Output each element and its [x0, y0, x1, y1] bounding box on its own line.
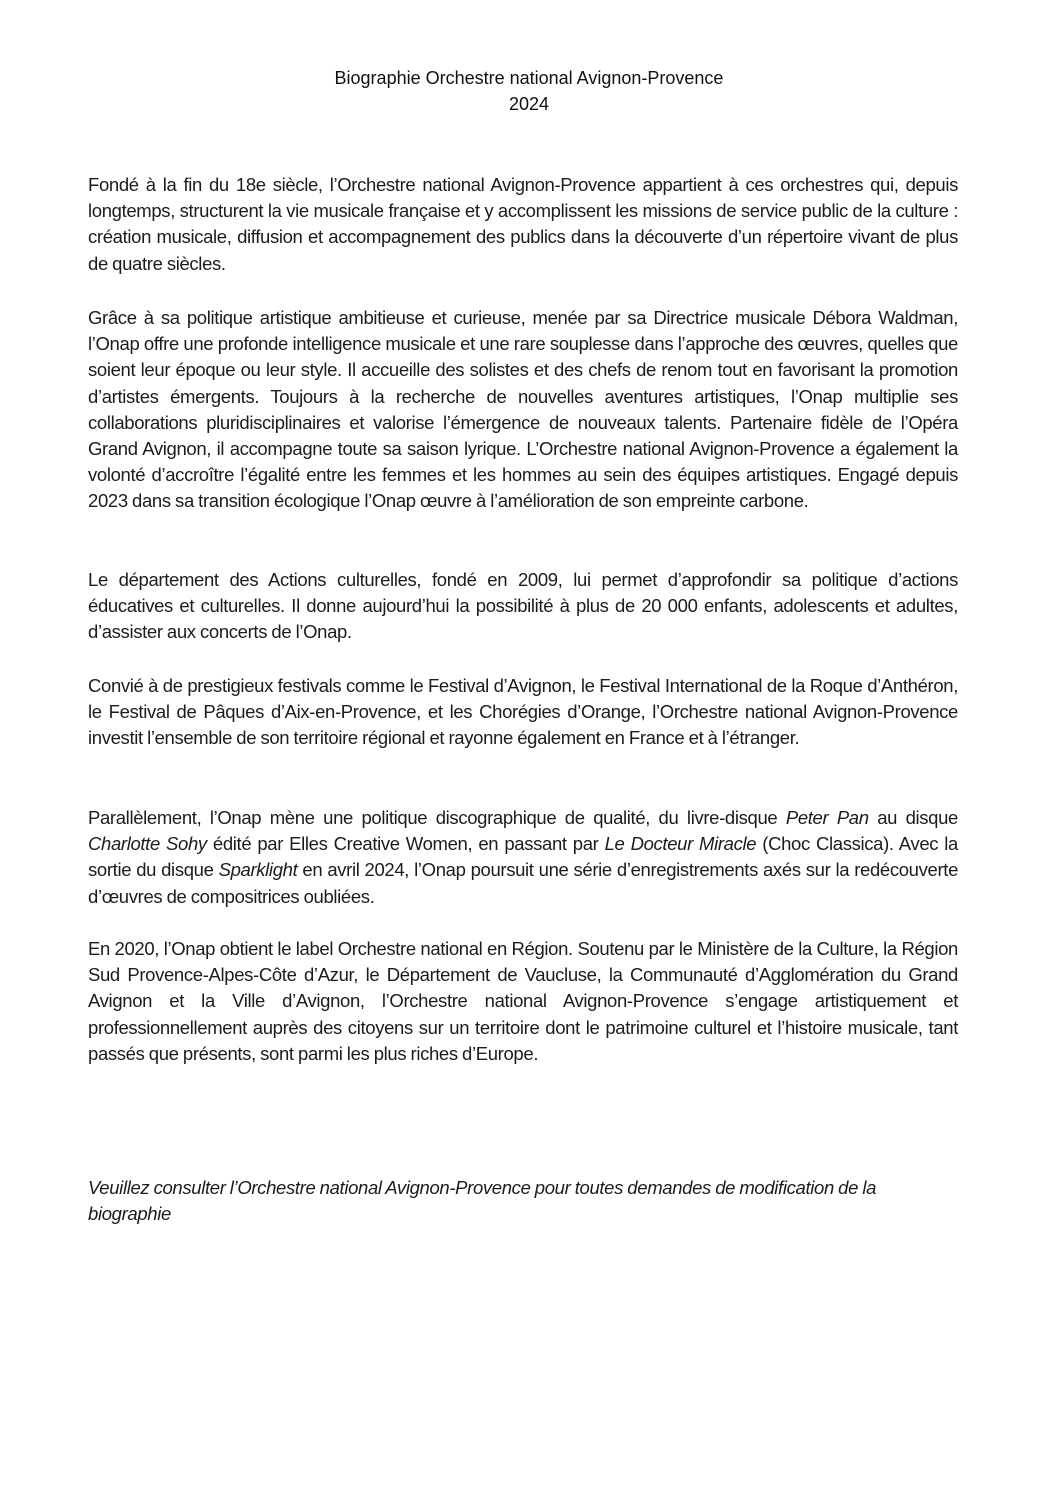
paragraph-text: En 2020, l’Onap obtient le label Orchestre national en Région. Soutenu par le Ministère de la Culture, la Région Sud Provence-Alpes-Côte d’Azur, le Département de Vaucluse, la Communauté d’Agglomération du Grand Avignon et la Ville d’Avignon, l’Orchestre national Avignon-Provence s’engage artistiquement et professionnellement auprès des citoyens sur un territoire dont le patrimoine culturel et l’histoire musicale, tant passés que présents, sont parmi les plus riches d’Europe.: [88, 938, 958, 1064]
paragraph-text: Convié à de prestigieux festivals comme le Festival d’Avignon, le Festival International de la Roque d’Anthéron, le Festival de Pâques d’Aix-en-Provence, et les Chorégies d’Orange, l’Orchestre national Avignon-Provence investit l’ensemble de son territoire régional et rayonne également en France et à l’étranger.: [88, 675, 958, 749]
text-segment: en avril 2024, l’Onap poursuit une série d’enregistrements axés sur la redécouverte d’œuvres de compositrices oubliées.: [88, 859, 959, 907]
paragraph-label-support: [88, 936, 958, 1067]
paragraph-text: [88, 805, 958, 910]
paragraph-text: Le département des Actions culturelles, fondé en 2009, lui permet d’approfondir sa politique d’actions éducatives et culturelles. Il donne aujourd’hui la possibilité à plus de 20 000 enfants, adolescents et adultes, d’assister aux concerts de l’Onap.: [88, 569, 958, 643]
album-title-peter-pan: Peter Pan: [785, 807, 869, 828]
document-year: 2024: [508, 94, 550, 114]
paragraph-text: Grâce à sa politique artistique ambitieuse et curieuse, menée par sa Directrice musicale Débora Waldman, l’Onap offre une profonde intelligence musicale et une rare souplesse dans l’approche des œuvres, quelles que soient leur époque ou leur style. Il accueille des solistes et des chefs de renom tout en favorisant la promotion d’artistes émergents. Toujours à la recherche de nouvelles aventures artistiques, l’Onap multiplie ses collaborations pluridisciplinaires et valorise l’émergence de nouveaux talents. Partenaire fidèle de l’Opéra Grand Avignon, il accompagne toute sa saison lyrique. L’Orchestre national Avignon-Provence a également la volonté d’accroître l’égalité entre les femmes et les hommes au sein des équipes artistiques. Engagé depuis 2023 dans sa transition écologique l’Onap œuvre à l’amélioration de son empreinte carbone.: [88, 307, 958, 512]
document-title: Biographie Orchestre national Avignon-Provence: [334, 68, 724, 88]
paragraph-artistic-policy: [88, 305, 958, 515]
document-header: [0, 65, 1058, 117]
text-segment: Parallèlement, l’Onap mène une politique discographique de qualité, du livre-disque: [88, 807, 786, 828]
album-title-sparklight: Sparklight: [218, 859, 298, 881]
text-segment: (Choc Classica). Avec la sortie du disque: [88, 833, 958, 881]
paragraph-text: Fondé à la fin du 18e siècle, l’Orchestre national Avignon-Provence appartient à ces orchestres qui, depuis longtemps, structurent la vie musicale française et y accomplissent les missions de service public de la culture : création musicale, diffusion et accompagnement des publics dans la découverte d’un répertoire vivant de plus de quatre siècles.: [88, 174, 958, 274]
paragraph-festivals: [88, 673, 958, 752]
footer-note: Veuillez consulter l’Orchestre national Avignon-Provence pour toutes demandes de modification de la biographie: [88, 1177, 877, 1225]
paragraph-discography: [88, 805, 958, 910]
album-title-le-docteur-miracle: Le Docteur Miracle: [604, 833, 757, 855]
paragraph-founding: [88, 172, 958, 277]
text-segment: au disque: [868, 807, 958, 828]
paragraph-cultural-actions: [88, 567, 958, 646]
text-segment: édité par Elles Creative Women, en passant par: [206, 833, 605, 855]
album-title-charlotte-sohy: Charlotte Sohy: [88, 833, 207, 855]
